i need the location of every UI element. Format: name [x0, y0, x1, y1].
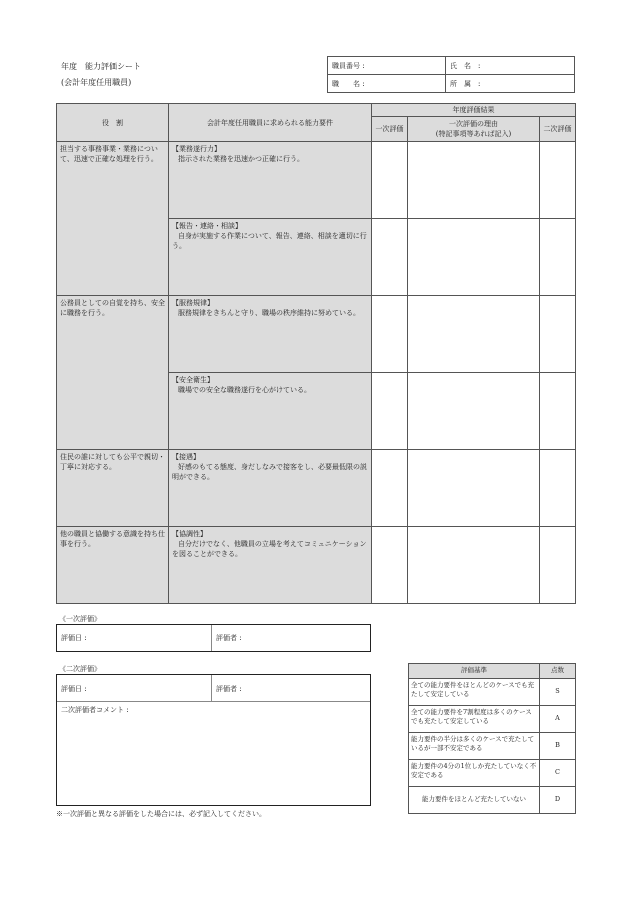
- second-eval-section-label: 《二次評価》: [59, 665, 101, 673]
- first-eval-input[interactable]: [372, 373, 408, 450]
- reason-input[interactable]: [408, 450, 540, 527]
- role-cell: 公務員としての自覚を持ち、安全に職務を行う。: [57, 296, 169, 450]
- requirement-cell: [169, 373, 372, 450]
- requirement-cell: [169, 142, 372, 219]
- reason-input[interactable]: [408, 142, 540, 219]
- employee-info-table: [327, 56, 575, 93]
- requirement-body: 好感のもてる態度、身だしなみで接客をし、必要最低限の説明ができる。: [172, 463, 367, 481]
- criteria-score: A: [540, 705, 576, 732]
- evaluation-table: [56, 103, 576, 604]
- second-eval-input[interactable]: [540, 296, 576, 373]
- first-eval-input[interactable]: [372, 219, 408, 296]
- name-field[interactable]: [446, 57, 575, 75]
- first-eval-input[interactable]: [372, 450, 408, 527]
- name-label: 氏 名 :: [450, 61, 481, 70]
- second-eval-box: [56, 674, 371, 806]
- first-eval-evaluator-field[interactable]: [212, 625, 370, 651]
- sheet-title: 年度 能力評価シート: [61, 62, 141, 71]
- criteria-text: 全ての能力要件を7割程度は多くのケースでも充たして安定している: [409, 705, 540, 732]
- first-eval-input[interactable]: [372, 296, 408, 373]
- second-eval-comment-label: 二次評価者コメント :: [61, 706, 129, 714]
- requirement-body: 自身が実施する作業について、報告、連絡、相談を適切に行う。: [172, 232, 367, 250]
- header-result: 年度評価結果: [372, 104, 576, 117]
- criteria-header-score: 点数: [540, 664, 576, 679]
- second-eval-evaluator-field[interactable]: [212, 675, 370, 701]
- requirement-body: 服務規律をきちんと守り、職場の秩序維持に努めている。: [178, 309, 360, 317]
- requirement-body: 職場での安全な職務遂行を心がけている。: [178, 386, 311, 394]
- requirement-title: 【報告・連絡・相談】: [172, 222, 242, 230]
- dept-label: 所 属 :: [450, 79, 481, 88]
- requirement-title: 【接遇】: [172, 453, 200, 461]
- requirement-cell: [169, 296, 372, 373]
- role-cell: 住民の誰に対しても公平で親切・丁寧に対応する。: [57, 450, 169, 527]
- requirement-title: 【安全衛生】: [172, 376, 214, 384]
- dept-field[interactable]: [446, 75, 575, 93]
- role-cell: 他の職員と協働する意識を持ち仕事を行う。: [57, 527, 169, 604]
- first-eval-date-label: 評価日 :: [61, 634, 87, 642]
- header-second-eval: 二次評価: [540, 117, 576, 142]
- second-eval-input[interactable]: [540, 142, 576, 219]
- header-requirement: 会計年度任用職員に求められる能力要件: [169, 104, 372, 142]
- reason-input[interactable]: [408, 373, 540, 450]
- sheet-subtitle: (会計年度任用職員): [61, 78, 132, 87]
- requirement-body: 指示された業務を迅速かつ正確に行う。: [178, 155, 304, 163]
- position-field[interactable]: [328, 75, 446, 93]
- second-eval-input[interactable]: [540, 527, 576, 604]
- criteria-score: C: [540, 759, 576, 786]
- requirement-cell: [169, 219, 372, 296]
- employee-no-label: 職員番号 :: [332, 61, 365, 70]
- criteria-score: B: [540, 732, 576, 759]
- requirement-title: 【服務規律】: [172, 299, 214, 307]
- requirement-body: 自分だけでなく、他職員の立場を考えてコミュニケーションを図ることができる。: [172, 540, 367, 558]
- second-eval-date-field[interactable]: [57, 675, 212, 701]
- header-reason: 一次評価の理由 (特記事項等あれば記入): [408, 117, 540, 142]
- header-role: 役 割: [57, 104, 169, 142]
- second-eval-comment-field[interactable]: [57, 702, 370, 804]
- header-first-eval: 一次評価: [372, 117, 408, 142]
- criteria-text: 全ての能力要件をほとんどのケースでも充たして安定している: [409, 678, 540, 705]
- position-label: 職 名 :: [332, 79, 365, 88]
- requirement-cell: [169, 527, 372, 604]
- second-eval-input[interactable]: [540, 219, 576, 296]
- first-eval-input[interactable]: [372, 527, 408, 604]
- second-eval-input[interactable]: [540, 373, 576, 450]
- reason-input[interactable]: [408, 219, 540, 296]
- requirement-title: 【協調性】: [172, 530, 207, 538]
- criteria-text: 能力要件をほとんど充たしていない: [409, 786, 540, 813]
- second-eval-evaluator-label: 評価者 :: [216, 685, 242, 693]
- employee-no-field[interactable]: [328, 57, 446, 75]
- criteria-text: 能力要件の半分は多くのケースで充たしているが一部不安定である: [409, 732, 540, 759]
- reason-input[interactable]: [408, 296, 540, 373]
- role-cell: 担当する事務事業・業務について、迅速で正確な処理を行う。: [57, 142, 169, 296]
- criteria-header-standard: 評価基準: [409, 664, 540, 679]
- criteria-table: [408, 663, 576, 814]
- requirement-title: 【業務遂行力】: [172, 145, 221, 153]
- criteria-score: D: [540, 786, 576, 813]
- footnote: ※一次評価と異なる評価をした場合には、必ず記入してください。: [56, 810, 266, 818]
- first-eval-input[interactable]: [372, 142, 408, 219]
- first-eval-section-label: 《一次評価》: [59, 615, 101, 623]
- reason-input[interactable]: [408, 527, 540, 604]
- second-eval-input[interactable]: [540, 450, 576, 527]
- requirement-cell: [169, 450, 372, 527]
- criteria-text: 能力要件の4分の1位しか充たしていなく不安定である: [409, 759, 540, 786]
- first-eval-box: [56, 624, 371, 652]
- first-eval-evaluator-label: 評価者 :: [216, 634, 242, 642]
- criteria-score: S: [540, 678, 576, 705]
- second-eval-date-label: 評価日 :: [61, 685, 87, 693]
- first-eval-date-field[interactable]: [57, 625, 212, 651]
